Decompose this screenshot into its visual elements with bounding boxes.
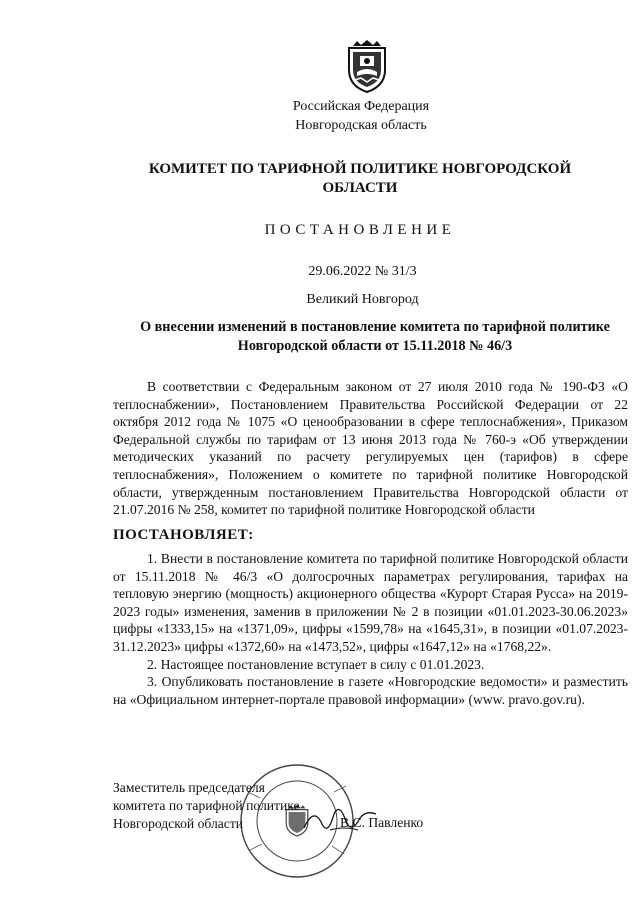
preamble-block (113, 378, 628, 519)
item-2: 2. Настоящее постановление вступает в силу с 01.01.2023. (147, 656, 485, 672)
item-1: 1. Внести в постановление комитета по тарифной политике Новгородской области от 15.11.2018 № 46/3 «О долгосрочных параметрах регулирования, тарифах на тепловую энергию (мощность) акционерного общества «Курорт Старая Русса» на 2019-2023 годы» изменения, заменив в приложении № 2 в позиции «01.01.2023-30.06.2023» цифры «1333,15» на «1371,09», цифры «1599,78» на «1645,31», в позиции «01.07.2023-31.12.2023» цифры «1372,60» на «1473,52», цифры «1647,12» на «1768,22». (113, 551, 628, 654)
country-name: Российская Федерация (292, 99, 430, 114)
signature-position-line3: Новгородской области (113, 816, 244, 831)
signatory-name: В.С. Павленко (340, 815, 424, 830)
date-number: 29.06.2022 № 31/3 (308, 264, 417, 279)
item-3: 3. Опубликовать постановление в газете «Новгородские ведомости» и разместить на «Официальном интернет-портале правовой информации» (www. pravo.gov.ru). (113, 674, 628, 707)
signature-position-line1: Заместитель председателя (113, 780, 265, 795)
resolves-heading: ПОСТАНОВЛЯЕТ: (113, 527, 254, 543)
signature-block (113, 779, 300, 833)
coat-of-arms-icon (343, 40, 391, 94)
signature-position-line2: комитета по тарифной политике (113, 798, 300, 813)
document-subject: О внесении изменений в постановление комитета по тарифной политике Новгородской области от 15.11.2018 № 46/3 (140, 319, 610, 354)
committee-title: КОМИТЕТ ПО ТАРИФНОЙ ПОЛИТИКЕ НОВГОРОДСКОЙ ОБЛАСТИ (148, 161, 572, 196)
preamble-text: В соответствии с Федеральным законом от 27 июля 2010 года № 190-ФЗ «О теплоснабжении», Постановлением Правительства Российской Федерации от 22 октября 2012 года № 1075 «О ценообразовании в сфере теплоснабжения», Приказом Федеральной службы по тарифам от 13 июня 2013 года № 760-э «Об утверждении методических указаний по расчету регулируемых цен (тарифов) в сфере теплоснабжения», Положением о комитете по тарифной политике Новгородской области, утвержденным постановлением Правительства Новгородской области от 21.07.2016 № 258, комитет по тарифной политике Новгородской области (113, 379, 628, 518)
document-type: ПОСТАНОВЛЕНИЕ (264, 222, 456, 238)
items-block (113, 550, 628, 708)
region-name: Новгородская область (295, 118, 427, 133)
city-name: Великий Новгород (306, 292, 419, 307)
